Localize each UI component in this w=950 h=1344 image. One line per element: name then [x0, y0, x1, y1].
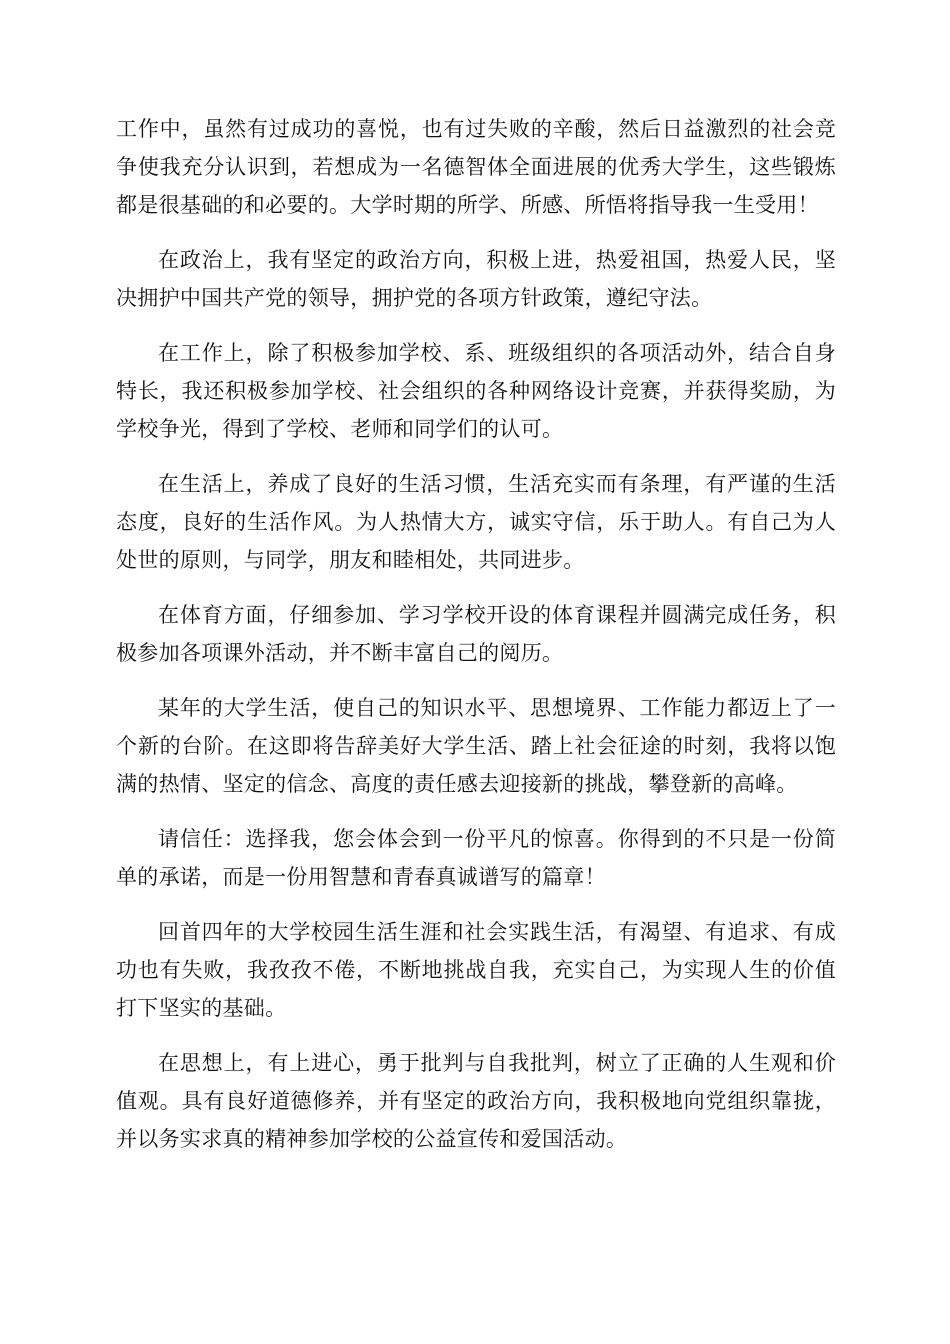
- paragraph-university-life: 某年的大学生活，使自己的知识水平、思想境界、工作能力都迈上了一个新的台阶。在这即将告辞美好大学生活、踏上社会征途的时刻，我将以饱满的热情、坚定的信念、高度的责任感去迎接新的挑战，攀登新的高峰。: [116, 696, 836, 796]
- paragraph-thought: 在思想上，有上进心，勇于批判与自我批判，树立了正确的人生观和价值观。具有良好道德修养，并有坚定的政治方向，我积极地向党组织靠拢，并以务实求真的精神参加学校的公益宣传和爱国活动。: [116, 1051, 836, 1151]
- paragraph-trust: 请信任：选择我，您会体会到一份平凡的惊喜。你得到的不只是一份简单的承诺，而是一份用智慧和青春真诚谱写的篇章！: [116, 827, 836, 889]
- paragraph-sports: 在体育方面，仔细参加、学习学校开设的体育课程并圆满完成任务，积极参加各项课外活动，并不断丰富自己的阅历。: [116, 603, 836, 665]
- paragraph-life: 在生活上，养成了良好的生活习惯，生活充实而有条理，有严谨的生活态度，良好的生活作风。为人热情大方，诚实守信，乐于助人。有自己为人处世的原则，与同学，朋友和睦相处，共同进步。: [116, 472, 836, 572]
- paragraph-continuation: 工作中，虽然有过成功的喜悦，也有过失败的辛酸，然后日益激烈的社会竞争使我充分认识到，若想成为一名德智体全面进展的优秀大学生，这些锻炼都是很基础的和必要的。大学时期的所学、所感、所悟将指导我一生受用！: [116, 117, 836, 217]
- paragraph-politics: 在政治上，我有坚定的政治方向，积极上进，热爱祖国，热爱人民，坚决拥护中国共产党的领导，拥护党的各项方针政策，遵纪守法。: [116, 248, 836, 310]
- paragraph-work: 在工作上，除了积极参加学校、系、班级组织的各项活动外，结合自身特长，我还积极参加学校、社会组织的各种网络设计竞赛，并获得奖励，为学校争光，得到了学校、老师和同学们的认可。: [116, 341, 836, 441]
- document-body: [116, 110, 836, 1175]
- paragraph-review: 回首四年的大学校园生活生涯和社会实践生活，有渴望、有追求、有成功也有失败，我孜孜不倦，不断地挑战自我，充实自己，为实现人生的价值打下坚实的基础。: [116, 920, 836, 1020]
